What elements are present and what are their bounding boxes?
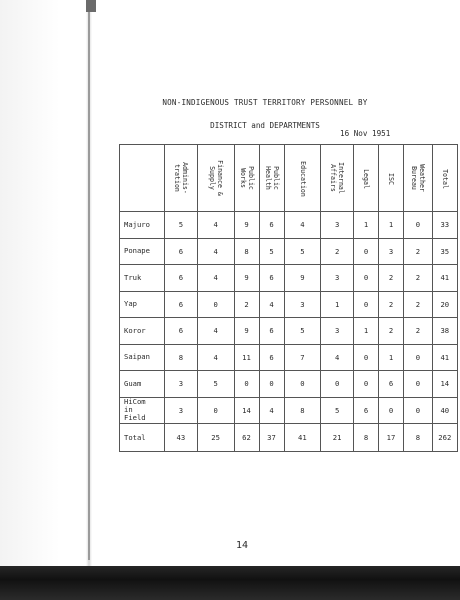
table-corner-cell <box>120 145 165 212</box>
table-cell: 6 <box>165 291 198 318</box>
row-label: Yap <box>120 291 165 318</box>
row-label: Ponape <box>120 238 165 265</box>
column-header-label: Weather Bureau <box>409 164 426 192</box>
row-label: Saipan <box>120 344 165 371</box>
table-cell: 1 <box>354 318 379 345</box>
table-cell: 9 <box>234 318 259 345</box>
table-cell: 5 <box>284 318 321 345</box>
table-cell: 11 <box>234 344 259 371</box>
table-cell: 9 <box>234 265 259 292</box>
table-row <box>120 291 458 318</box>
table-cell: 3 <box>321 265 354 292</box>
table-cell: 1 <box>321 291 354 318</box>
table-cell: 0 <box>404 344 433 371</box>
table-cell: 8 <box>404 424 433 452</box>
row-label: Truk <box>120 265 165 292</box>
page-number: 14 <box>236 540 249 551</box>
table-cell: 5 <box>165 212 198 239</box>
table-cell: 4 <box>321 344 354 371</box>
table-cell: 0 <box>197 397 234 424</box>
table-cell: 6 <box>259 344 284 371</box>
column-header-weather-bureau <box>404 145 433 212</box>
table-cell: 3 <box>284 291 321 318</box>
column-header-label: Legal <box>361 168 370 189</box>
document-subtitle: DISTRICT and DEPARTMENTS <box>210 121 320 130</box>
table-cell: 6 <box>259 212 284 239</box>
table-cell: 2 <box>404 291 433 318</box>
table-cell: 6 <box>165 265 198 292</box>
table-row <box>120 265 458 292</box>
table-row-total <box>120 424 458 452</box>
table-cell: 8 <box>165 344 198 371</box>
table-cell: 8 <box>234 238 259 265</box>
table-cell: 40 <box>432 397 457 424</box>
table-cell: 41 <box>432 344 457 371</box>
column-header-public-works <box>234 145 259 212</box>
table-cell: 2 <box>379 318 404 345</box>
table-row <box>120 318 458 345</box>
table-cell: 14 <box>432 371 457 398</box>
table-cell: 5 <box>284 238 321 265</box>
table-cell: 6 <box>379 371 404 398</box>
column-header-total <box>432 145 457 212</box>
table-cell: 0 <box>284 371 321 398</box>
table-cell: 1 <box>379 212 404 239</box>
page-fold-line <box>88 0 90 560</box>
table-cell: 3 <box>321 212 354 239</box>
table-cell: 62 <box>234 424 259 452</box>
table-cell: 3 <box>321 318 354 345</box>
table-cell: 0 <box>354 265 379 292</box>
column-header-label: Public Health <box>263 166 280 190</box>
table-row <box>120 397 458 424</box>
table-header-row <box>120 145 458 212</box>
row-label: Guam <box>120 371 165 398</box>
table-cell: 33 <box>432 212 457 239</box>
table-cell: 6 <box>259 265 284 292</box>
table-cell: 0 <box>404 212 433 239</box>
table-cell: 1 <box>379 344 404 371</box>
page-corner-shadow <box>86 0 96 12</box>
table-cell: 0 <box>321 371 354 398</box>
table-cell: 6 <box>354 397 379 424</box>
table-cell: 37 <box>259 424 284 452</box>
table-cell: 2 <box>404 238 433 265</box>
table-cell: 41 <box>284 424 321 452</box>
table-row <box>120 238 458 265</box>
table-cell: 3 <box>379 238 404 265</box>
column-header-label: Public Works <box>238 166 255 190</box>
table-cell: 0 <box>379 397 404 424</box>
table-cell: 4 <box>284 212 321 239</box>
table-cell: 0 <box>197 291 234 318</box>
table-cell: 0 <box>404 397 433 424</box>
document-date: 16 Nov 1951 <box>340 129 391 138</box>
row-label: Majuro <box>120 212 165 239</box>
column-header-label: Finance & Supply <box>207 160 224 196</box>
table-cell: 0 <box>354 371 379 398</box>
table-cell: 4 <box>259 397 284 424</box>
column-header-public-health <box>259 145 284 212</box>
table-cell: 7 <box>284 344 321 371</box>
table-cell: 5 <box>259 238 284 265</box>
table-cell: 20 <box>432 291 457 318</box>
table-cell: 4 <box>197 344 234 371</box>
row-label: HiCom in Field <box>120 397 165 424</box>
table-cell: 0 <box>404 371 433 398</box>
table-cell: 0 <box>354 291 379 318</box>
table-cell: 2 <box>404 265 433 292</box>
table-cell: 4 <box>197 318 234 345</box>
column-header-administration <box>165 145 198 212</box>
table-body <box>120 212 458 452</box>
table-cell: 2 <box>379 265 404 292</box>
table-cell: 2 <box>234 291 259 318</box>
table-cell: 17 <box>379 424 404 452</box>
table-cell: 21 <box>321 424 354 452</box>
table-row <box>120 344 458 371</box>
table-cell: 41 <box>432 265 457 292</box>
scan-bottom-edge <box>0 566 460 600</box>
table-cell: 0 <box>354 344 379 371</box>
table-cell: 2 <box>321 238 354 265</box>
column-header-label: ISC <box>386 172 395 185</box>
table-cell: 8 <box>284 397 321 424</box>
table-cell: 9 <box>284 265 321 292</box>
column-header-isc <box>379 145 404 212</box>
table-cell: 8 <box>354 424 379 452</box>
table-cell: 4 <box>197 265 234 292</box>
table-cell: 1 <box>354 212 379 239</box>
table-cell: 2 <box>404 318 433 345</box>
table-cell: 6 <box>165 318 198 345</box>
column-header-finance-supply <box>197 145 234 212</box>
column-header-legal <box>354 145 379 212</box>
table-row <box>120 371 458 398</box>
table-cell: 9 <box>234 212 259 239</box>
column-header-label: Internal Affairs <box>329 162 346 194</box>
table-cell: 2 <box>379 291 404 318</box>
personnel-table <box>119 144 458 452</box>
table-cell: 4 <box>197 212 234 239</box>
table-cell: 3 <box>165 371 198 398</box>
table-cell: 0 <box>259 371 284 398</box>
table-cell: 4 <box>197 238 234 265</box>
table-cell: 262 <box>432 424 457 452</box>
row-label: Koror <box>120 318 165 345</box>
table-cell: 3 <box>165 397 198 424</box>
document-title: NON-INDIGENOUS TRUST TERRITORY PERSONNEL BY <box>162 98 368 107</box>
column-header-internal-affairs <box>321 145 354 212</box>
table-cell: 43 <box>165 424 198 452</box>
column-header-label: Total <box>440 168 449 189</box>
table-cell: 14 <box>234 397 259 424</box>
table-row <box>120 212 458 239</box>
column-header-label: Adminis- tration <box>172 162 189 194</box>
column-header-education <box>284 145 321 212</box>
table-cell: 0 <box>354 238 379 265</box>
table-cell: 6 <box>165 238 198 265</box>
table-cell: 5 <box>321 397 354 424</box>
scan-left-margin <box>0 0 92 600</box>
table-cell: 25 <box>197 424 234 452</box>
table-cell: 5 <box>197 371 234 398</box>
row-label: Total <box>120 424 165 452</box>
table-cell: 6 <box>259 318 284 345</box>
column-header-label: Education <box>298 160 307 197</box>
table-cell: 0 <box>234 371 259 398</box>
table-cell: 38 <box>432 318 457 345</box>
table-cell: 4 <box>259 291 284 318</box>
table-cell: 35 <box>432 238 457 265</box>
